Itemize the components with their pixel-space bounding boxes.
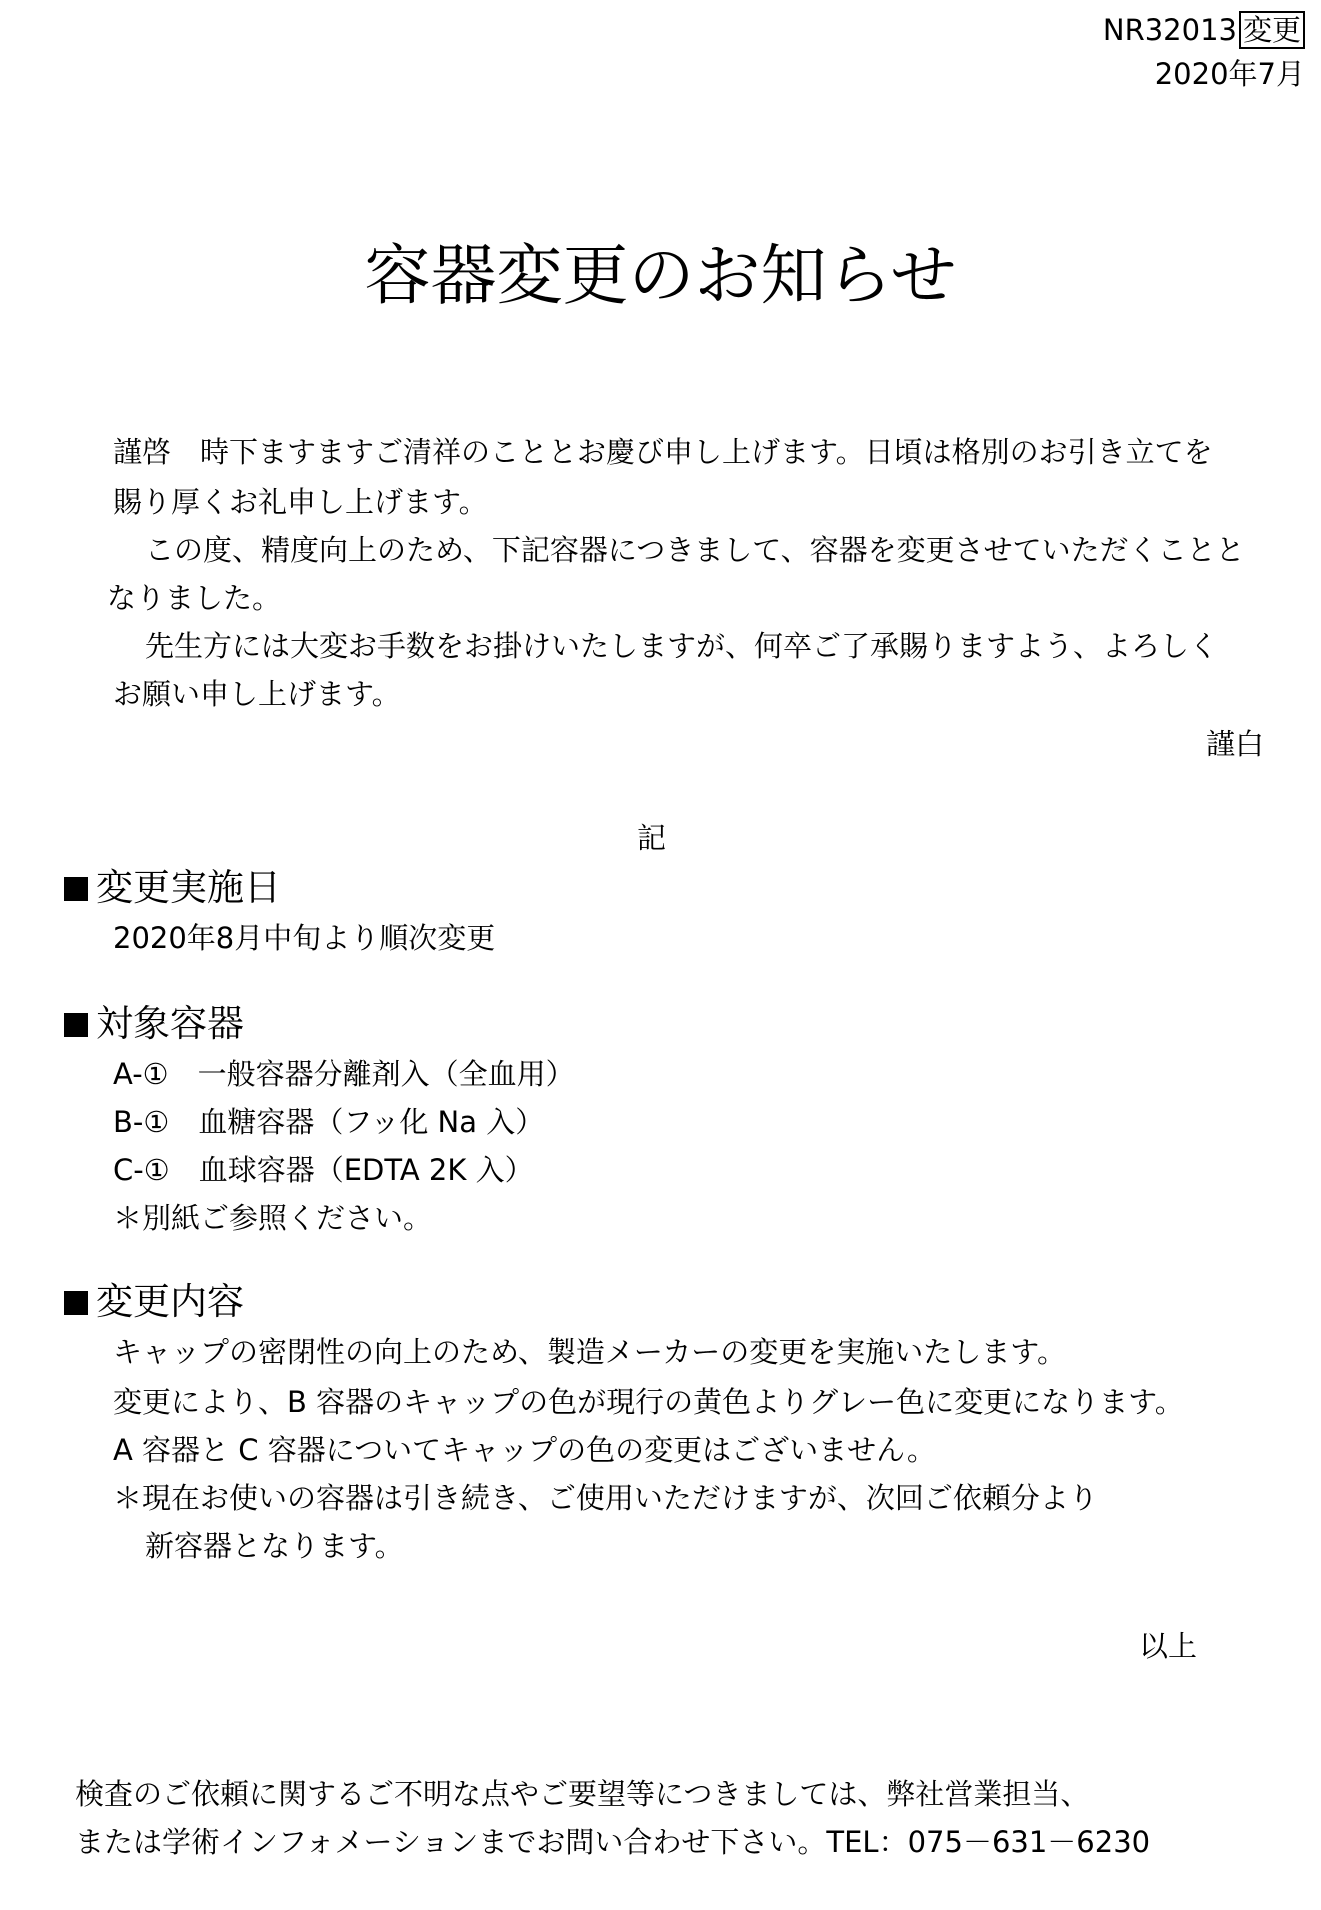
content-line: キャップの密閉性の向上のため、製造メーカーの変更を実施いたします。 [113,1335,1066,1369]
document-code [1103,10,1305,50]
square-bullet-icon [64,1013,88,1037]
document-date: 2020年7月 [1154,57,1305,91]
footer-contact-line: または学術インフォメーションまでお問い合わせ下さい。TEL：075－631－6230 [75,1825,1151,1859]
document-code-number: NR32013 [1102,13,1237,47]
greeting-line: お願い申し上げます。 [113,677,401,711]
square-bullet-icon [64,1291,88,1315]
document-code-boxed-label: 変更 [1239,11,1305,49]
content-line: 変更により、B 容器のキャップの色が現行の黄色よりグレー色に変更になります。 [113,1385,1184,1419]
target-note: ＊別紙ご参照ください。 [113,1201,433,1235]
target-line: B-① 血糖容器（フッ化 Na 入） [113,1105,545,1139]
section-heading-date [64,864,281,912]
greeting-line: なりました。 [107,581,282,615]
section-heading-target [64,1000,244,1048]
square-bullet-icon [64,877,88,901]
target-line: A-① 一般容器分離剤入（全血用） [113,1057,575,1091]
section-heading-label: 変更内容 [96,1280,244,1323]
content-note: 新容器となります。 [145,1529,404,1563]
page-title: 容器変更のお知らせ [364,237,957,314]
section-heading-label: 対象容器 [96,1002,244,1045]
ki-mark: 記 [637,821,667,855]
end-mark: 以上 [1139,1629,1198,1663]
greeting-closing: 謹白 [1206,727,1265,761]
content-line: A 容器と C 容器についてキャップの色の変更はございません。 [113,1433,936,1467]
content-note: ＊現在お使いの容器は引き続き、ご使用いただけますが、次回ご依頼分より [113,1481,1098,1515]
greeting-line: 賜り厚くお礼申し上げます。 [113,485,488,519]
greeting-line: 先生方には大変お手数をお掛けいたしますが、何卒ご了承賜りますよう、よろしく [145,629,1219,663]
greeting-line: 謹啓 時下ますますご清祥のこととお慶び申し上げます。日頃は格別のお引き立てを [113,435,1213,469]
section-heading-content [64,1278,244,1326]
section-heading-label: 変更実施日 [96,866,281,909]
greeting-line: この度、精度向上のため、下記容器につきまして、容器を変更させていただくことと [145,533,1245,567]
date-line: 2020年8月中旬より順次変更 [113,921,496,955]
footer-line: 検査のご依頼に関するご不明な点やご要望等につきましては、弊社営業担当、 [75,1777,1090,1811]
target-line: C-① 血球容器（EDTA 2K 入） [113,1153,534,1187]
